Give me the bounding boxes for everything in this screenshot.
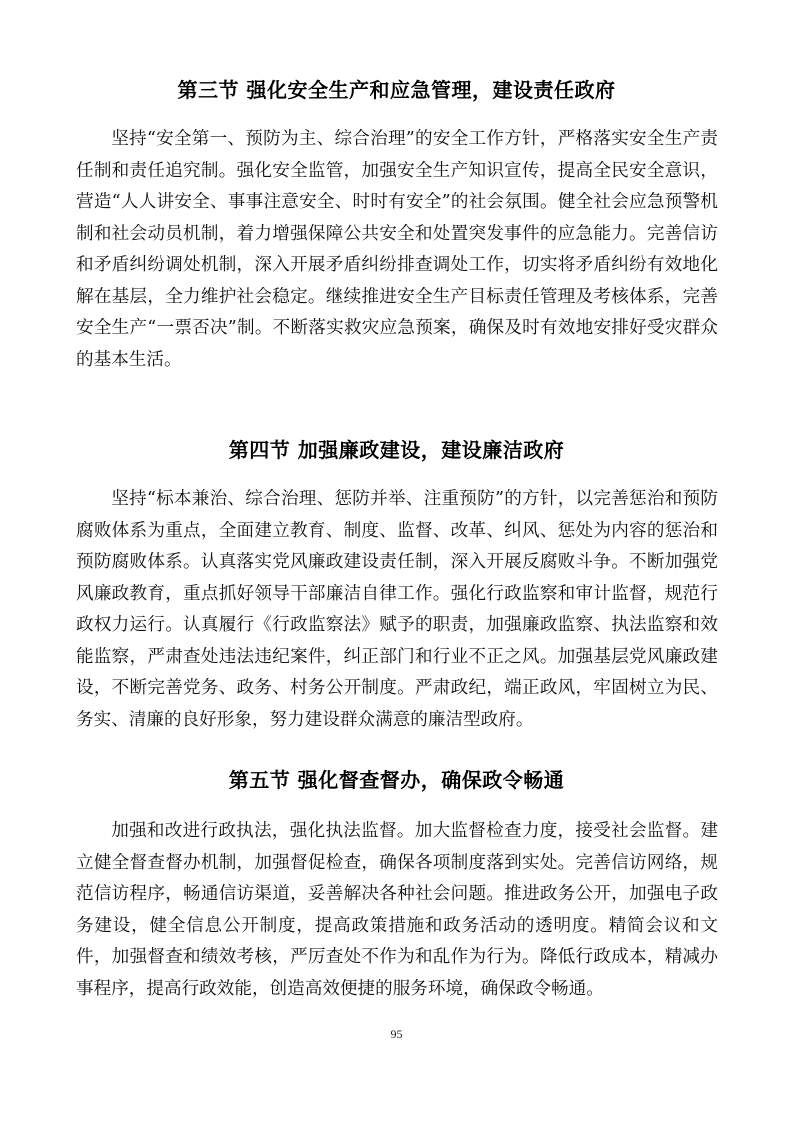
page-number: 95	[390, 1027, 403, 1041]
section-title-4: 第四节 加强廉政建设，建设廉洁政府	[228, 438, 565, 462]
section-paragraph-4: 坚持“标本兼治、综合治理、惩防并举、注重预防”的方针，以完善惩治和预防腐败体系为重点，全面建立教育、制度、监督、改革、纠风、惩处为内容的惩治和预防腐败体系。认真落实党风廉政建设责任制，深入开展反腐败斗争。不断加强党风廉政教育，重点抓好领导干部廉洁自律工作。强化行政监察和审计监督，规范行政权力运行。认真履行《行政监察法》赋予的职责，加强廉政监察、执法监察和效能监察，严肃查处违法违纪案件，纠正部门和行业不正之风。加强基层党风廉政建设，不断完善党务、政务、村务公开制度。严肃政纪，端正政风，牢固树立为民、务实、清廉的良好形象，努力建设群众满意的廉洁型政府。	[76, 489, 718, 730]
section-title-3: 第三节 强化安全生产和应急管理，建设责任政府	[177, 78, 616, 102]
section-paragraph-5: 加强和改进行政执法，强化执法监督。加大监督检查力度，接受社会监督。建立健全督查督办机制，加强督促检查，确保各项制度落到实处。完善信访网络，规范信访程序，畅通信访渠道，妥善解决各种社会问题。推进政务公开，加强电子政务建设，健全信息公开制度，提高政策措施和政务活动的透明度。精简会议和文件，加强督查和绩效考核，严厉查处不作为和乱作为行为。降低行政成本，精减办事程序，提高行政效能，创造高效便捷的服务环境，确保政令畅通。	[76, 821, 718, 999]
section-paragraph-3: 坚持“安全第一、预防为主、综合治理”的安全工作方针，严格落实安全生产责任制和责任追究制。强化安全监管，加强安全生产知识宣传，提高全民安全意识，营造“人人讲安全、事事注意安全、时时有安全”的社会氛围。健全社会应急预警机制和社会动员机制，着力增强保障公共安全和处置突发事件的应急能力。完善信访和矛盾纠纷调处机制，深入开展矛盾纠纷排查调处工作，切实将矛盾纠纷有效地化解在基层，全力维护社会稳定。继续推进安全生产目标责任管理及考核体系，完善安全生产“一票否决”制。不断落实救灾应急预案，确保及时有效地安排好受灾群众的基本生活。	[76, 129, 718, 370]
section-title-5: 第五节 强化督查督办，确保政令畅通	[228, 768, 565, 792]
